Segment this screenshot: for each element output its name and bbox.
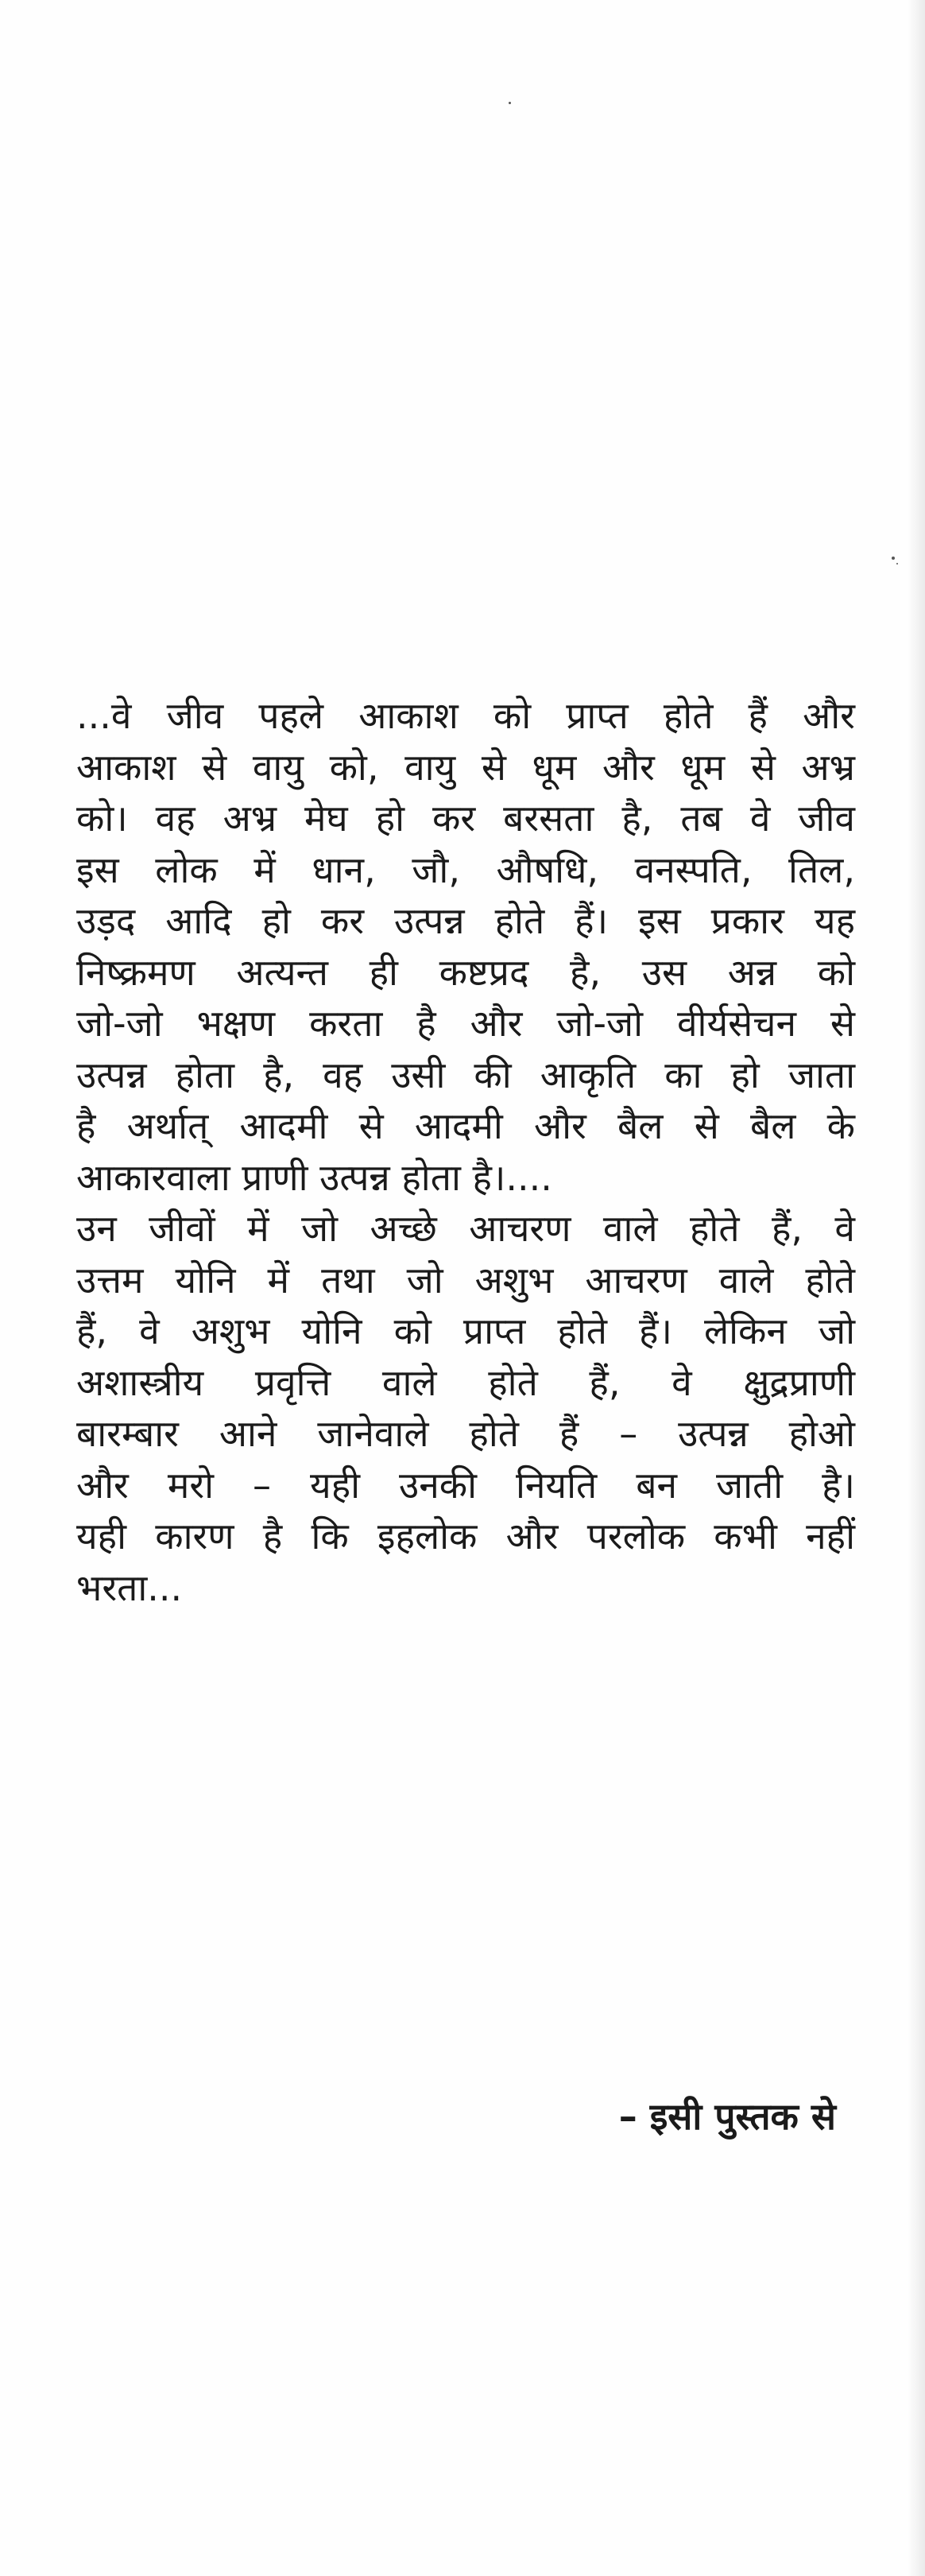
paper-speck bbox=[509, 102, 511, 104]
passage-line: अशास्त्रीय प्रवृत्ति वाले होते हैं, वे क्षुद्रप्राणी bbox=[76, 1360, 855, 1404]
page-edge-shadow bbox=[908, 0, 925, 2576]
passage-line: को। वह अभ्र मेघ हो कर बरसता है, तब वे जीव bbox=[76, 797, 855, 840]
paper-speck bbox=[892, 557, 895, 560]
passage-line: उत्तम योनि में तथा जो अशुभ आचरण वाले होते bbox=[76, 1258, 855, 1302]
passage-line: उन जीवों में जो अच्छे आचरण वाले होते हैं, वे bbox=[76, 1207, 855, 1250]
passage-line: इस लोक में धान, जौ, औषधि, वनस्पति, तिल, bbox=[76, 848, 855, 891]
passage-line: यही कारण है कि इहलोक और परलोक कभी नहीं bbox=[76, 1515, 855, 1558]
passage-line: आकारवाला प्राणी उत्पन्न होता है।.... bbox=[76, 1155, 552, 1199]
paper-speck bbox=[896, 563, 898, 564]
passage-line: उड़द आदि हो कर उत्पन्न होते हैं। इस प्रकार यह bbox=[76, 899, 855, 942]
passage-line: ...वे जीव पहले आकाश को प्राप्त होते हैं और bbox=[76, 694, 855, 737]
passage-line: आकाश से वायु को, वायु से धूम और धूम से अभ्र bbox=[76, 745, 855, 789]
quoted-passage bbox=[76, 690, 855, 1613]
passage-line: हैं, वे अशुभ योनि को प्राप्त होते हैं। लेकिन जो bbox=[76, 1309, 855, 1352]
passage-line: और मरो – यही उनकी नियति बन जाती है। bbox=[76, 1463, 855, 1507]
passage-line: निष्क्रमण अत्यन्त ही कष्टप्रद है, उस अन्न को bbox=[76, 950, 855, 994]
source-attribution: – इसी पुस्तक से bbox=[618, 2095, 836, 2138]
passage-line: बारम्बार आने जानेवाले होते हैं – उत्पन्न होओ bbox=[76, 1412, 855, 1455]
passage-line: उत्पन्न होता है, वह उसी की आकृति का हो जाता bbox=[76, 1053, 855, 1096]
passage-line: भरता... bbox=[76, 1565, 183, 1609]
passage-line: है अर्थात् आदमी से आदमी और बैल से बैल के bbox=[76, 1104, 855, 1147]
passage-line: जो-जो भक्षण करता है और जो-जो वीर्यसेचन से bbox=[76, 1002, 855, 1045]
